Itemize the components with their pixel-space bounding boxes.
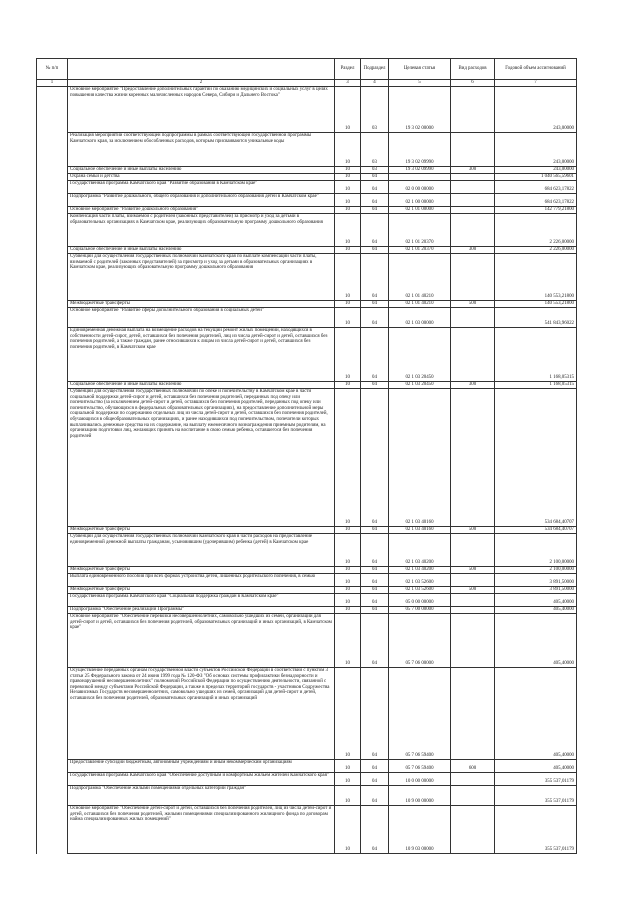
row-name-cell: Социальное обеспечение и иные выплаты населению: [68, 382, 335, 389]
row-podrazdel-cell: 04: [361, 786, 389, 806]
row-name-cell: Компенсация части платы, взимаемой с родителей (законных представителей) за присмотр и уход за детьми в образовательных организациях в Камчатском крае, реализующих образовательную программу дошкольного образования: [68, 214, 335, 247]
row-vid-cell: [451, 308, 495, 328]
table-row: [37, 133, 577, 167]
row-num-cell: [37, 773, 68, 786]
row-num-cell: [37, 194, 68, 207]
row-amount-cell: 2 226,00000: [495, 247, 577, 254]
row-name-cell: Основное мероприятие "Обеспечение детей-сирот и детей, оставшихся без попечения родителей, лиц из числа детей-сирот и детей, оставшихся без попечения родителей, жилыми помещениями специализированного жилищного фонда по договорам найма специализированных жилых помещений": [68, 806, 335, 854]
row-name-cell: Предоставление субсидий бюджетным, автономным учреждениям и иным некоммерческим организациям: [68, 760, 335, 773]
row-podrazdel-cell: 04: [361, 328, 389, 382]
row-amount-cell: 243,00000: [495, 87, 577, 133]
row-amount-cell: 3 891,50000: [495, 574, 577, 587]
row-amount-cell: 2 100,00000: [495, 534, 577, 567]
row-razdel-cell: 10: [335, 87, 361, 133]
row-target-cell: 05 0 00 00000: [389, 594, 451, 607]
row-target-cell: 02 1 01 40210: [389, 254, 451, 301]
row-vid-cell: [451, 389, 495, 527]
table-row: [37, 301, 577, 308]
row-razdel-cell: 10: [335, 614, 361, 668]
row-num-cell: [37, 760, 68, 773]
row-podrazdel-cell: 04: [361, 614, 389, 668]
row-num-cell: [37, 174, 68, 181]
row-amount-cell: 140 553,21800: [495, 254, 577, 301]
row-vid-cell: [451, 607, 495, 614]
row-num-cell: [37, 207, 68, 214]
table-row: [37, 214, 577, 247]
row-razdel-cell: 10: [335, 174, 361, 181]
column-index: 7: [495, 80, 577, 87]
row-podrazdel-cell: 04: [361, 527, 389, 534]
row-amount-cell: 405,40000: [495, 594, 577, 607]
row-amount-cell: 1 168,05315: [495, 328, 577, 382]
table-header-row: [37, 59, 577, 80]
budget-table-sheet: [36, 58, 576, 854]
column-index: 1: [37, 80, 68, 87]
row-target-cell: 02 1 01 20370: [389, 247, 451, 254]
row-razdel-cell: 10: [335, 254, 361, 301]
table-row: [37, 181, 577, 194]
row-target-cell: 02 1 03 40200: [389, 534, 451, 567]
row-target-cell: [389, 174, 451, 181]
row-target-cell: 02 1 01 40210: [389, 301, 451, 308]
row-target-cell: 02 1 03 52600: [389, 587, 451, 594]
row-amount-cell: 243,00000: [495, 133, 577, 167]
row-name-cell: Основное мероприятие "Обеспечение перевозки несовершеннолетних, самовольно ушедших из семей, организаций для детей-сирот и детей, оставшихся без попечения родителей, образовательных организаций и иных организаций, в Камчатском крае": [68, 614, 335, 668]
table-row: [37, 760, 577, 773]
row-vid-cell: [451, 181, 495, 194]
row-razdel-cell: 10: [335, 382, 361, 389]
row-num-cell: [37, 247, 68, 254]
row-vid-cell: 500: [451, 587, 495, 594]
row-razdel-cell: 10: [335, 214, 361, 247]
row-target-cell: 05 7 06 00000: [389, 614, 451, 668]
row-target-cell: 02 1 01 00000: [389, 207, 451, 214]
row-num-cell: [37, 806, 68, 854]
row-name-cell: Субвенции для осуществления государственных полномочий по опеке и попечительству в Камчатском крае в части социальной поддержки детей-сирот и детей, оставшихся без попечения родителей, переданных под опеку или попечительство (за исключением детей-сирот и детей, оставшихся без попечения родителей, переданных под опеку или попечительство, обучающихся в федеральных образовательных организациях), на предоставление дополнительной меры социальной поддержки по содержанию отдельных лиц из числа детей-сирот и детей, оставшихся без попечения родителей, обучающихся в общеобразовательных организациях, и ранее находившихся под попечительством, попечители которых выплачивались денежные средства на их содержание, на выплату ежемесячного вознаграждения приемным родителям, на организацию подготовки лиц, желающих принять на воспитание в свою семью ребенка, оставшегося без попечения родителей: [68, 389, 335, 527]
row-podrazdel-cell: 04: [361, 587, 389, 594]
row-vid-cell: [451, 773, 495, 786]
row-razdel-cell: 10: [335, 773, 361, 786]
row-name-cell: Межбюджетные трансферты: [68, 567, 335, 574]
row-vid-cell: [451, 534, 495, 567]
header-amount: Годовой объем ассигнований: [495, 59, 577, 80]
row-razdel-cell: 10: [335, 587, 361, 594]
row-num-cell: [37, 87, 68, 133]
row-amount-cell: 541 843,96022: [495, 308, 577, 328]
row-amount-cell: 142 779,21800: [495, 207, 577, 214]
row-razdel-cell: 10: [335, 194, 361, 207]
row-name-cell: Подпрограмма "Развитие дошкольного, общего образования и дополнительного образования детей в Камчатском крае": [68, 194, 335, 207]
table-body: [37, 87, 577, 854]
table-row: [37, 87, 577, 133]
row-razdel-cell: 10: [335, 167, 361, 174]
row-podrazdel-cell: 04: [361, 760, 389, 773]
row-target-cell: 02 1 03 40160: [389, 527, 451, 534]
row-num-cell: [37, 786, 68, 806]
row-razdel-cell: 10: [335, 207, 361, 214]
row-target-cell: 02 1 03 40160: [389, 389, 451, 527]
table-row: [37, 174, 577, 181]
table-row: [37, 527, 577, 534]
column-index: 4: [361, 80, 389, 87]
row-num-cell: [37, 181, 68, 194]
row-name-cell: Осуществление переданных органам государственной власти субъектов Российской Федерации в соответствии с пунктом 3 статьи 25 Федерального закона от 24 июня 1999 года № 120-ФЗ "Об основах системы профилактики безнадзорности и правонарушений несовершеннолетних" полномочий Российской Федерации по осуществлению деятельности, связанной с перевозкой между субъектами Российской Федерации, а также в пределах территорий государств - участников Содружества Независимых Государств несовершеннолетних, самовольно ушедших из семей, организаций для детей-сирот и детей, оставшихся без попечения родителей, образовательных организаций и иных организаций: [68, 668, 335, 760]
table-row: [37, 587, 577, 594]
row-podrazdel-cell: 04: [361, 308, 389, 328]
row-vid-cell: 500: [451, 527, 495, 534]
row-target-cell: 19 3 02 00000: [389, 87, 451, 133]
row-podrazdel-cell: 04: [361, 254, 389, 301]
row-num-cell: [37, 567, 68, 574]
table-row: [37, 668, 577, 760]
row-amount-cell: 684 623,17822: [495, 194, 577, 207]
row-razdel-cell: 10: [335, 133, 361, 167]
row-vid-cell: [451, 207, 495, 214]
table-row: [37, 207, 577, 214]
table-row: [37, 328, 577, 382]
row-razdel-cell: 10: [335, 594, 361, 607]
row-vid-cell: 500: [451, 301, 495, 308]
row-num-cell: [37, 301, 68, 308]
table-row: [37, 567, 577, 574]
row-vid-cell: [451, 668, 495, 760]
row-amount-cell: 355 537,01179: [495, 773, 577, 786]
row-name-cell: Государственная программа Камчатского края "Обеспечение доступным и комфортным жильем жителей Камчатского края": [68, 773, 335, 786]
row-target-cell: 02 1 03 40200: [389, 567, 451, 574]
row-amount-cell: 140 553,21800: [495, 301, 577, 308]
table-row: [37, 574, 577, 587]
row-razdel-cell: 10: [335, 534, 361, 567]
row-podrazdel-cell: 04: [361, 247, 389, 254]
row-amount-cell: 684 623,17822: [495, 181, 577, 194]
row-amount-cell: 405,40000: [495, 668, 577, 760]
table-row: [37, 254, 577, 301]
row-name-cell: Государственная программа Камчатского края "Социальная поддержка граждан в Камчатском крае": [68, 594, 335, 607]
row-num-cell: [37, 614, 68, 668]
row-amount-cell: 243,00000: [495, 167, 577, 174]
row-razdel-cell: 10: [335, 574, 361, 587]
row-vid-cell: [451, 574, 495, 587]
row-name-cell: Межбюджетные трансферты: [68, 301, 335, 308]
row-vid-cell: [451, 174, 495, 181]
row-num-cell: [37, 133, 68, 167]
table-row: [37, 607, 577, 614]
row-vid-cell: 300: [451, 382, 495, 389]
row-amount-cell: 1 168,05315: [495, 382, 577, 389]
table-row: [37, 308, 577, 328]
row-name-cell: Подпрограмма "Обеспечение жилыми помещениями отдельных категорий граждан": [68, 786, 335, 806]
row-razdel-cell: 10: [335, 301, 361, 308]
row-num-cell: [37, 308, 68, 328]
row-razdel-cell: 10: [335, 567, 361, 574]
table-row: [37, 773, 577, 786]
row-podrazdel-cell: 04: [361, 567, 389, 574]
row-razdel-cell: 10: [335, 328, 361, 382]
header-podrazdel: Подраздел: [361, 59, 389, 80]
row-name-cell: Социальное обеспечение и иные выплаты населению: [68, 167, 335, 174]
row-podrazdel-cell: 04: [361, 214, 389, 247]
row-vid-cell: [451, 328, 495, 382]
table-row: [37, 382, 577, 389]
row-name-cell: Основное мероприятие "Развитие дошкольного образования": [68, 207, 335, 214]
row-podrazdel-cell: 04: [361, 174, 389, 181]
row-num-cell: [37, 527, 68, 534]
row-name-cell: Реализация мероприятий соответствующей подпрограммы в рамках соответствующей государственной программы Камчатского края, за исключением обособленных расходов, которым присваиваются уникальные коды: [68, 133, 335, 167]
row-amount-cell: 2 100,00000: [495, 567, 577, 574]
row-name-cell: Государственная программа Камчатского края "Развитие образования в Камчатском крае": [68, 181, 335, 194]
table-row: [37, 806, 577, 854]
row-name-cell: Субвенции для осуществления государственных полномочий Камчатского края по выплате компенсации части платы, взимаемой с родителей (законных представителей) за присмотр и уход за детьми в образовательных организациях в Камчатском крае, реализующих образовательную программу дошкольного образования: [68, 254, 335, 301]
row-num-cell: [37, 668, 68, 760]
row-vid-cell: 500: [451, 567, 495, 574]
table-row: [37, 194, 577, 207]
row-amount-cell: 405,40000: [495, 607, 577, 614]
row-target-cell: 02 1 01 20370: [389, 214, 451, 247]
row-podrazdel-cell: 04: [361, 594, 389, 607]
row-num-cell: [37, 382, 68, 389]
row-podrazdel-cell: 03: [361, 167, 389, 174]
row-name-cell: Выплата единовременного пособия при всех формах устройства детей, лишенных родительского попечения, в семью: [68, 574, 335, 587]
header-razdel: Раздел: [335, 59, 361, 80]
header-vid: Вид расходов: [451, 59, 495, 80]
row-razdel-cell: 10: [335, 389, 361, 527]
row-name-cell: Межбюджетные трансферты: [68, 587, 335, 594]
row-amount-cell: 405,40000: [495, 760, 577, 773]
row-amount-cell: 534 684,40707: [495, 527, 577, 534]
row-podrazdel-cell: 04: [361, 301, 389, 308]
row-num-cell: [37, 254, 68, 301]
row-name-cell: Основное мероприятие "Предоставление дополнительных гарантий по оказанию медицинских и социальных услуг в целях повышения качества жизни коренных малочисленных народов Севера, Сибири и Дальнего Востока": [68, 87, 335, 133]
row-target-cell: 05 7 06 59400: [389, 668, 451, 760]
row-podrazdel-cell: 04: [361, 534, 389, 567]
row-num-cell: [37, 389, 68, 527]
header-num: № п/п: [37, 59, 68, 80]
row-podrazdel-cell: 04: [361, 607, 389, 614]
row-num-cell: [37, 574, 68, 587]
row-target-cell: 19 3 02 09990: [389, 133, 451, 167]
row-num-cell: [37, 214, 68, 247]
row-name-cell: Социальное обеспечение и иные выплаты населению: [68, 247, 335, 254]
row-razdel-cell: 10: [335, 527, 361, 534]
column-index: 3: [335, 80, 361, 87]
row-razdel-cell: 10: [335, 786, 361, 806]
row-vid-cell: [451, 87, 495, 133]
row-target-cell: 05 7 06 59400: [389, 760, 451, 773]
row-amount-cell: 534 684,40707: [495, 389, 577, 527]
column-index: 2: [68, 80, 335, 87]
row-podrazdel-cell: 04: [361, 194, 389, 207]
row-target-cell: 02 1 03 20450: [389, 382, 451, 389]
row-target-cell: 19 3 02 09990: [389, 167, 451, 174]
column-index-row: [37, 80, 577, 87]
row-razdel-cell: 10: [335, 760, 361, 773]
row-vid-cell: [451, 594, 495, 607]
row-podrazdel-cell: 04: [361, 382, 389, 389]
row-razdel-cell: 10: [335, 308, 361, 328]
row-razdel-cell: 10: [335, 668, 361, 760]
column-index: 5: [389, 80, 451, 87]
budget-table: [36, 58, 577, 854]
row-name-cell: Единовременная денежная выплата на возмещение расходов на текущий ремонт жилых помещений, находящихся в собственности детей-сирот, детей, оставшихся без попечения родителей, лиц из числа детей-сирот и детей, оставшихся без попечения родителей, а также граждан, ранее относившихся к лицам из числа детей-сирот и детей, оставшихся без попечения родителей, в Камчатском крае: [68, 328, 335, 382]
row-podrazdel-cell: 04: [361, 574, 389, 587]
table-row: [37, 247, 577, 254]
row-target-cell: 05 7 00 00000: [389, 607, 451, 614]
table-row: [37, 594, 577, 607]
row-num-cell: [37, 534, 68, 567]
row-vid-cell: 300: [451, 167, 495, 174]
table-row: [37, 389, 577, 527]
row-podrazdel-cell: 04: [361, 806, 389, 854]
row-amount-cell: 2 226,00000: [495, 214, 577, 247]
row-name-cell: Межбюджетные трансферты: [68, 527, 335, 534]
header-target: Целевая статья: [389, 59, 451, 80]
row-target-cell: 02 1 03 20450: [389, 328, 451, 382]
row-amount-cell: 405,40000: [495, 614, 577, 668]
row-name-cell: Подпрограмма "Обеспечение реализации Программы": [68, 607, 335, 614]
row-target-cell: 10 9 03 00000: [389, 806, 451, 854]
row-podrazdel-cell: 04: [361, 181, 389, 194]
row-podrazdel-cell: 04: [361, 389, 389, 527]
row-amount-cell: 355 537,01179: [495, 786, 577, 806]
row-vid-cell: [451, 806, 495, 854]
row-target-cell: 10 9 00 00000: [389, 786, 451, 806]
row-podrazdel-cell: 03: [361, 133, 389, 167]
row-vid-cell: [451, 614, 495, 668]
row-podrazdel-cell: 03: [361, 87, 389, 133]
row-target-cell: 02 1 03 52600: [389, 574, 451, 587]
table-row: [37, 786, 577, 806]
table-row: [37, 167, 577, 174]
row-razdel-cell: 10: [335, 181, 361, 194]
row-vid-cell: [451, 133, 495, 167]
table-row: [37, 534, 577, 567]
row-num-cell: [37, 607, 68, 614]
row-name-cell: Основное мероприятие "Развитие сферы дополнительного образования в социальных детей": [68, 308, 335, 328]
row-podrazdel-cell: 04: [361, 207, 389, 214]
row-name-cell: Субвенции для осуществления государственных полномочий Камчатского края в части расходов на предоставление единовременной денежной выплаты гражданам, усыновившим (удочерившим) ребенка (детей) в Камчатском крае: [68, 534, 335, 567]
row-name-cell: Охрана семьи и детства: [68, 174, 335, 181]
row-razdel-cell: 10: [335, 806, 361, 854]
row-vid-cell: [451, 214, 495, 247]
row-target-cell: 10 0 00 00000: [389, 773, 451, 786]
row-razdel-cell: 10: [335, 607, 361, 614]
table-row: [37, 614, 577, 668]
row-vid-cell: [451, 254, 495, 301]
row-amount-cell: 1 040 565,59601: [495, 174, 577, 181]
row-vid-cell: [451, 786, 495, 806]
row-num-cell: [37, 167, 68, 174]
row-vid-cell: 300: [451, 247, 495, 254]
row-num-cell: [37, 594, 68, 607]
column-index: 6: [451, 80, 495, 87]
row-podrazdel-cell: 04: [361, 773, 389, 786]
row-target-cell: 02 1 03 00000: [389, 308, 451, 328]
row-target-cell: 02 0 00 00000: [389, 181, 451, 194]
row-razdel-cell: 10: [335, 247, 361, 254]
row-amount-cell: 355 537,01179: [495, 806, 577, 854]
header-name: [68, 59, 335, 80]
row-vid-cell: [451, 194, 495, 207]
row-amount-cell: 3 891,50000: [495, 587, 577, 594]
row-podrazdel-cell: 04: [361, 668, 389, 760]
row-vid-cell: 600: [451, 760, 495, 773]
row-target-cell: 02 1 00 00000: [389, 194, 451, 207]
row-num-cell: [37, 587, 68, 594]
row-num-cell: [37, 328, 68, 382]
